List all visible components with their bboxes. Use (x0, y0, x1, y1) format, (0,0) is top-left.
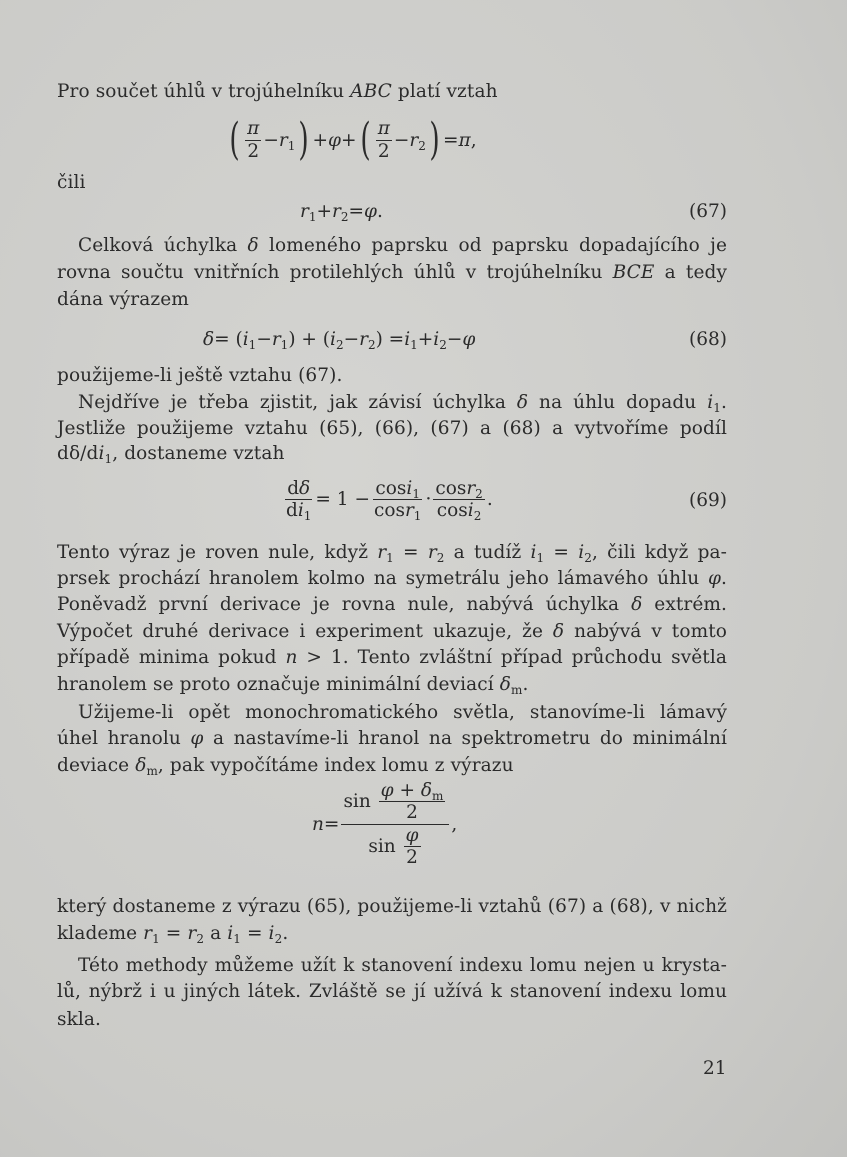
text-line (57, 1007, 727, 1033)
math-subscript: 1 (280, 338, 289, 352)
text-run: d (287, 478, 300, 499)
text-run: lů, nýbrž i u jiných látek. Zvláště se jí užívá k stanovení indexu lomu (57, 981, 727, 1002)
text-line (57, 260, 727, 286)
math-subscript: 1 (233, 932, 241, 946)
text-run: hranolem se proto označuje minimální deviací (57, 674, 500, 695)
text-run: + (316, 201, 332, 222)
text-run: čili (57, 172, 86, 193)
text-run: ) = (375, 329, 405, 350)
text-line (57, 540, 727, 566)
math-symbol: φ (190, 728, 204, 749)
fraction (379, 780, 446, 824)
text-run: − (343, 329, 360, 350)
text-line (57, 566, 727, 592)
fraction-numerator (245, 118, 261, 140)
math-subscript: 1 (413, 509, 422, 524)
text-run: + (393, 780, 421, 801)
fraction-denominator (366, 825, 424, 869)
text-run: platí vztah (391, 81, 498, 102)
math-subscript: m (432, 789, 444, 803)
equation-number: (69) (689, 490, 727, 511)
text-run: − (446, 329, 463, 350)
fraction-numerator (373, 478, 422, 500)
fraction (284, 478, 313, 522)
math-symbol: $r_1$ (278, 129, 296, 153)
math-symbol: φ (405, 824, 419, 846)
text-run: , (470, 129, 477, 151)
text-run: a nastavíme-li hranol na spektrometru do minimální (203, 728, 727, 749)
text-line (78, 390, 727, 416)
math-symbol: δ (516, 392, 529, 413)
equation-68 (203, 329, 475, 350)
math-symbol: π (247, 118, 260, 140)
text-run: Této methody můžeme užít k stanovení indexu lomu nejen u krysta- (78, 955, 727, 976)
math-symbol: BCE (612, 262, 655, 283)
fraction-numerator (379, 780, 446, 802)
text-run: rovna součtu vnitřních protilehlých úhlů v trojúhelníku (57, 262, 613, 283)
text-run: a tudíž (444, 542, 531, 563)
text-line (57, 619, 727, 645)
math-subscript: 1 (248, 338, 257, 352)
text-line (78, 953, 727, 979)
math-subscript: 1 (287, 138, 296, 153)
math-subscript: 1 (308, 210, 317, 224)
text-run: Poněvadž první derivace je rovna nule, nabývá úchylka (57, 594, 632, 615)
text-run: = 1 − (315, 489, 370, 511)
math-symbol: $i_1$ (227, 923, 241, 946)
math-subscript: 1 (412, 487, 420, 501)
math-symbol: $r_1$ (404, 500, 422, 524)
text-line (57, 592, 727, 618)
equation-69 (282, 478, 493, 522)
math-symbol: δ (247, 235, 259, 256)
text-line (57, 170, 727, 196)
text-run: 2 (377, 140, 390, 162)
math-symbol: $\delta_m$ (420, 780, 444, 803)
text-run: . (721, 392, 727, 413)
text-run: cos (375, 478, 407, 499)
text-line (57, 672, 727, 698)
math-subscript: m (146, 764, 158, 778)
text-run: nabývá v tomto (564, 621, 727, 642)
math-subscript: 2 (196, 932, 205, 946)
text-run: deviace (57, 755, 136, 776)
math-symbol: $i_1$ (98, 443, 113, 466)
text-run: = ( (214, 329, 243, 350)
math-symbol: $i_2$ (578, 542, 592, 565)
text-run: = (240, 923, 269, 944)
text-run: na úhlu dopadu (528, 392, 708, 413)
math-subscript: 2 (335, 338, 344, 352)
equation-number: (67) (689, 201, 727, 222)
math-subscript: 2 (439, 338, 447, 352)
text-run: dδ/d (57, 443, 99, 464)
text-run: klademe (57, 923, 144, 944)
math-symbol: $i_1$ (242, 329, 257, 352)
math-symbol: δ (552, 621, 565, 642)
math-symbol: $i_2$ (330, 329, 344, 352)
text-run: + (417, 329, 434, 350)
math-subscript: 2 (436, 551, 445, 565)
text-run: skla. (57, 1009, 102, 1030)
text-run: ) + ( (288, 329, 331, 350)
equation-refractive-index (312, 780, 457, 868)
math-symbol: $\delta_m$ (135, 755, 158, 778)
text-run: , (451, 813, 458, 835)
text-run: sin (368, 835, 402, 857)
text-line (57, 363, 727, 389)
text-run: = (443, 129, 459, 151)
text-run: , dostaneme vztah (112, 443, 285, 464)
math-symbol: $r_2$ (427, 542, 445, 565)
text-run: Výpočet druhé derivace i experiment ukazuje, že (57, 621, 553, 642)
text-run: prsek prochází hranolem kolmo na symetrálu jeho lámavého úhlu (57, 568, 708, 589)
math-subscript: 1 (536, 551, 545, 565)
text-run: úhel hranolu (57, 728, 191, 749)
fraction (404, 825, 421, 869)
text-run: 2 (406, 802, 418, 824)
math-symbol: φ (380, 780, 394, 801)
parenthesis: ( (359, 114, 371, 165)
text-run: Nejdříve je třeba zjistit, jak závisí úchylka (78, 392, 517, 413)
parenthesis: ) (298, 114, 310, 165)
text-line (57, 645, 727, 671)
text-run: sin (343, 790, 377, 812)
text-line (57, 441, 727, 467)
math-symbol: φ (462, 329, 476, 350)
math-subscript: 2 (475, 487, 483, 501)
math-symbol: $r_1$ (377, 542, 394, 565)
fraction-numerator (376, 118, 392, 140)
fraction-numerator (433, 478, 484, 500)
math-symbol: $i_1$ (297, 500, 312, 524)
math-subscript: 2 (584, 551, 592, 565)
text-run: cos (435, 478, 467, 499)
text-line (57, 979, 727, 1005)
text-run: cos (373, 500, 405, 522)
math-symbol: δ (203, 329, 215, 350)
text-run: + (312, 129, 329, 151)
math-subscript: 1 (410, 338, 418, 352)
text-run: + (341, 129, 357, 151)
fraction (341, 780, 449, 868)
math-symbol: $r_1$ (271, 329, 289, 352)
text-run: Tento výraz je roven nule, když (57, 542, 378, 563)
text-run: a tedy (654, 262, 727, 283)
text-run: − (263, 129, 279, 151)
math-symbol: φ (328, 129, 341, 151)
math-symbol: δ (631, 594, 643, 615)
math-symbol: $i_2$ (268, 923, 283, 946)
text-run: Jestliže použijeme vztahu (65), (66), (67) a (68) a vytvoříme podíl (57, 418, 727, 439)
fraction-denominator (404, 847, 420, 868)
math-symbol: $r_2$ (359, 329, 376, 352)
math-symbol: $r_2$ (409, 129, 426, 153)
text-line (57, 921, 727, 947)
math-subscript: 2 (473, 509, 482, 524)
page-number: 21 (703, 1058, 727, 1079)
text-run: případě minima pokud (57, 647, 286, 668)
equation-angle-sum (226, 114, 477, 165)
text-run: . (522, 674, 529, 695)
text-line (57, 287, 727, 313)
parenthesis: ( (229, 114, 240, 165)
text-run: − (256, 329, 272, 350)
text-run: = (393, 542, 428, 563)
fraction (245, 118, 261, 162)
fraction-denominator (372, 500, 423, 524)
math-symbol: δ (299, 478, 311, 499)
text-run: dána výrazem (57, 289, 189, 310)
fraction (376, 118, 392, 162)
math-symbol: φ (707, 568, 722, 589)
fraction-numerator (404, 825, 421, 847)
math-symbol: φ (364, 201, 377, 222)
text-run: a (204, 923, 228, 944)
fraction-numerator (341, 780, 449, 825)
math-subscript: 1 (303, 509, 312, 524)
text-run: − (393, 129, 410, 151)
math-subscript: 1 (152, 932, 160, 946)
text-line (57, 416, 727, 442)
math-symbol: $r_1$ (143, 923, 160, 946)
text-run: . (721, 568, 727, 589)
fraction (433, 478, 484, 522)
text-run: = (323, 813, 340, 835)
math-symbol: $i_1$ (404, 329, 418, 352)
text-run: Užijeme-li opět monochromatického světla, stanovíme-li lámavý (78, 702, 727, 723)
math-symbol: $i_1$ (530, 542, 545, 565)
math-symbol: $i_2$ (433, 329, 447, 352)
text-run: > 1. Tento zvláštní případ průchodu světla (297, 647, 727, 668)
equation-number: (68) (689, 329, 727, 350)
math-subscript: 2 (274, 932, 283, 946)
math-symbol: $i_2$ (467, 500, 482, 524)
fraction-denominator (376, 141, 392, 162)
text-line (57, 753, 727, 779)
math-subscript: 1 (104, 452, 113, 466)
text-line (78, 233, 727, 259)
text-run: Celková úchylka (78, 235, 248, 256)
math-subscript: 2 (418, 138, 426, 153)
text-run: použijeme-li ještě vztahu (67). (57, 365, 343, 386)
text-run: = (348, 201, 364, 222)
text-line (57, 79, 727, 105)
math-subscript: m (511, 683, 523, 697)
text-run: Pro součet úhlů v trojúhelníku (57, 81, 351, 102)
math-symbol: π (458, 129, 471, 151)
math-subscript: 2 (340, 210, 349, 224)
text-line (57, 726, 727, 752)
text-run: extrém. (642, 594, 727, 615)
math-symbol: $r_2$ (466, 478, 483, 501)
text-line (78, 700, 727, 726)
fraction-denominator (404, 802, 420, 823)
math-symbol: $i_1$ (707, 392, 722, 415)
math-symbol: $r_2$ (332, 201, 349, 224)
math-subscript: 1 (386, 551, 394, 565)
text-run: , čili když pa- (591, 542, 728, 563)
text-line (57, 894, 727, 920)
text-run: . (282, 923, 289, 944)
math-symbol: $\delta_m$ (499, 674, 523, 697)
math-symbol: n (285, 647, 298, 668)
fraction-denominator (284, 500, 313, 524)
fraction-denominator (435, 500, 484, 524)
text-run: · (425, 489, 432, 511)
fraction-numerator (285, 478, 312, 500)
math-symbol: ABC (350, 81, 392, 102)
text-run: 2 (406, 846, 418, 868)
text-run: , pak vypočítáme index lomu z výrazu (157, 755, 514, 776)
math-symbol: $i_1$ (406, 478, 420, 501)
text-run: . (486, 489, 493, 511)
text-run: = (544, 542, 579, 563)
math-subscript: 1 (713, 401, 722, 415)
parenthesis: ) (429, 114, 440, 165)
math-symbol: $r_2$ (187, 923, 205, 946)
math-symbol: π (377, 118, 390, 140)
text-run: . (376, 201, 383, 222)
equation-67 (300, 201, 383, 222)
math-symbol: $r_1$ (300, 201, 317, 224)
fraction-denominator (245, 141, 261, 162)
fraction (372, 478, 423, 522)
text-run: který dostaneme z výrazu (65), použijeme-li vztahů (67) a (68), v nichž (57, 896, 727, 917)
text-run: = (159, 923, 188, 944)
text-run: cos (436, 500, 468, 522)
text-run: d (286, 500, 298, 522)
math-subscript: 2 (367, 338, 376, 352)
text-run: 2 (247, 140, 260, 162)
text-run: lomeného paprsku od paprsku dopadajícího je (258, 235, 728, 256)
math-symbol: n (312, 813, 324, 835)
